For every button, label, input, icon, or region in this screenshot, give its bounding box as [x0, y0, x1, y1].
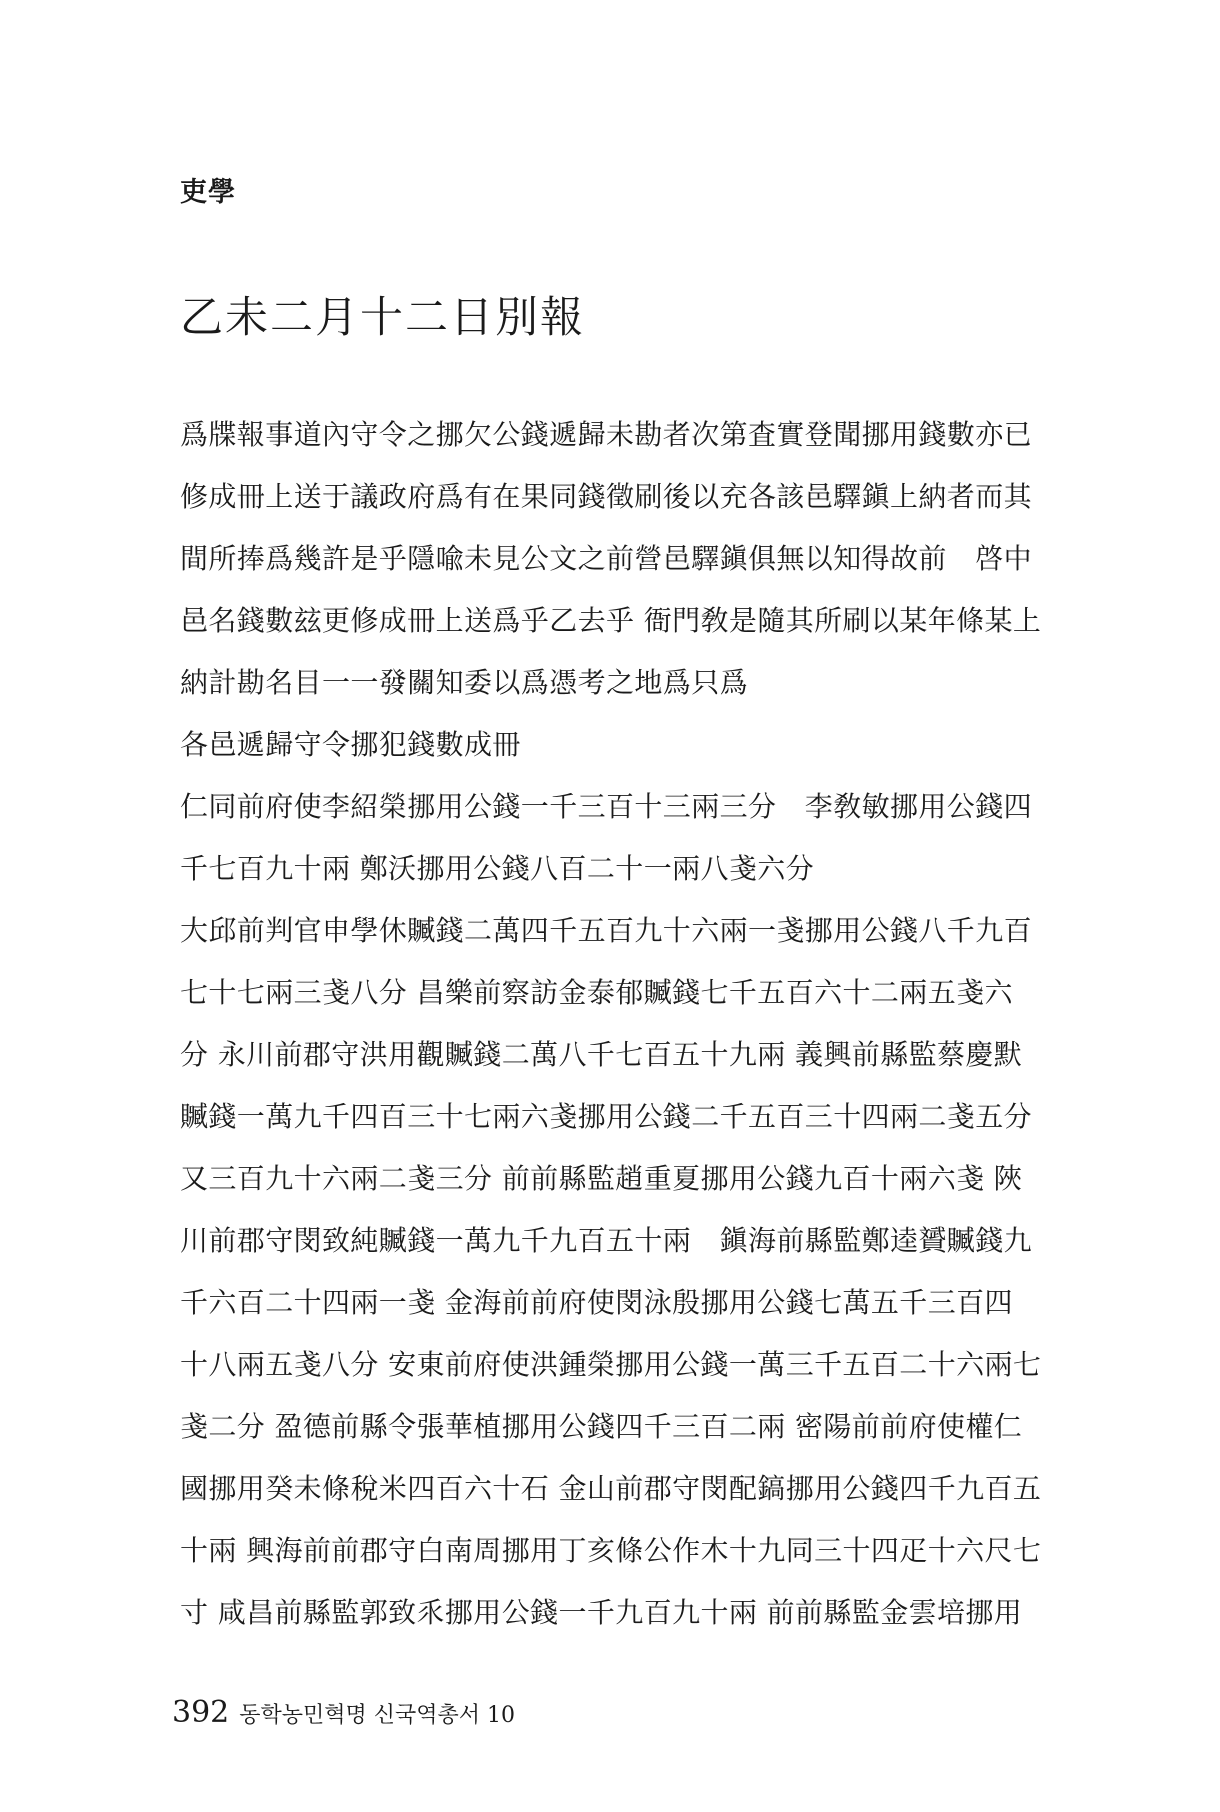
text-line: 戔二分 盈德前縣令張華植挪用公錢四千三百二兩 密陽前前府使權仁	[180, 1410, 1023, 1443]
text-line: 仁同前府使李紹榮挪用公錢一千三百十三兩三分 李敎敏挪用公錢四	[180, 790, 1033, 823]
section-label: 吏學	[180, 177, 236, 208]
page-number: 392	[172, 1695, 230, 1730]
text-line: 千七百九十兩 鄭沃挪用公錢八百二十一兩八戔六分	[180, 852, 815, 885]
text-line: 寸 咸昌前縣監郭致乑挪用公錢一千九百九十兩 前前縣監金雲培挪用	[180, 1596, 1023, 1629]
text-line: 贓錢一萬九千四百三十七兩六戔挪用公錢二千五百三十四兩二戔五分	[180, 1100, 1033, 1133]
text-line: 修成冊上送于議政府爲有在果同錢徵刷後以充各該邑驛鎭上納者而其	[180, 480, 1033, 513]
text-line: 川前郡守閔致純贓錢一萬九千九百五十兩 鎭海前縣監鄭逵贇贓錢九	[180, 1224, 1033, 1257]
text-line: 國挪用癸未條稅米四百六十石 金山前郡守閔配鎬挪用公錢四千九百五	[180, 1472, 1042, 1505]
text-line: 又三百九十六兩二戔三分 前前縣監趙重夏挪用公錢九百十兩六戔 陜	[180, 1162, 1023, 1195]
text-line: 納計勘名目一一發關知委以爲憑考之地爲只爲	[180, 666, 749, 699]
list-heading: 各邑遞歸守令挪犯錢數成冊	[180, 728, 521, 761]
document-body	[180, 404, 1050, 1644]
text-line: 七十七兩三戔八分 昌樂前察訪金泰郁贓錢七千五百六十二兩五戔六	[180, 976, 1013, 1009]
document-title: 乙未二月十二日別報	[180, 293, 585, 343]
text-line: 邑名錢數玆更修成冊上送爲乎乙去乎 衙門敎是隨其所刷以某年條某上	[180, 604, 1042, 637]
text-line: 間所捧爲幾許是乎隱喩未見公文之前營邑驛鎭俱無以知得故前 啓中	[180, 542, 1033, 575]
book-title: 동학농민혁명 신국역총서 10	[239, 1703, 516, 1728]
text-line: 分 永川前郡守洪用觀贓錢二萬八千七百五十九兩 義興前縣監蔡慶默	[180, 1038, 1023, 1071]
text-line: 千六百二十四兩一戔 金海前前府使閔泳殷挪用公錢七萬五千三百四	[180, 1286, 1013, 1319]
text-line: 十兩 興海前前郡守白南周挪用丁亥條公作木十九同三十四疋十六尺七	[180, 1534, 1042, 1567]
text-line: 爲牒報事道內守令之挪欠公錢遞歸未勘者次第査實登聞挪用錢數亦已	[180, 418, 1033, 451]
text-line: 大邱前判官申學休贓錢二萬四千五百九十六兩一戔挪用公錢八千九百	[180, 914, 1033, 947]
page-footer	[172, 1695, 516, 1731]
text-line: 十八兩五戔八分 安東前府使洪鍾榮挪用公錢一萬三千五百二十六兩七	[180, 1348, 1042, 1381]
